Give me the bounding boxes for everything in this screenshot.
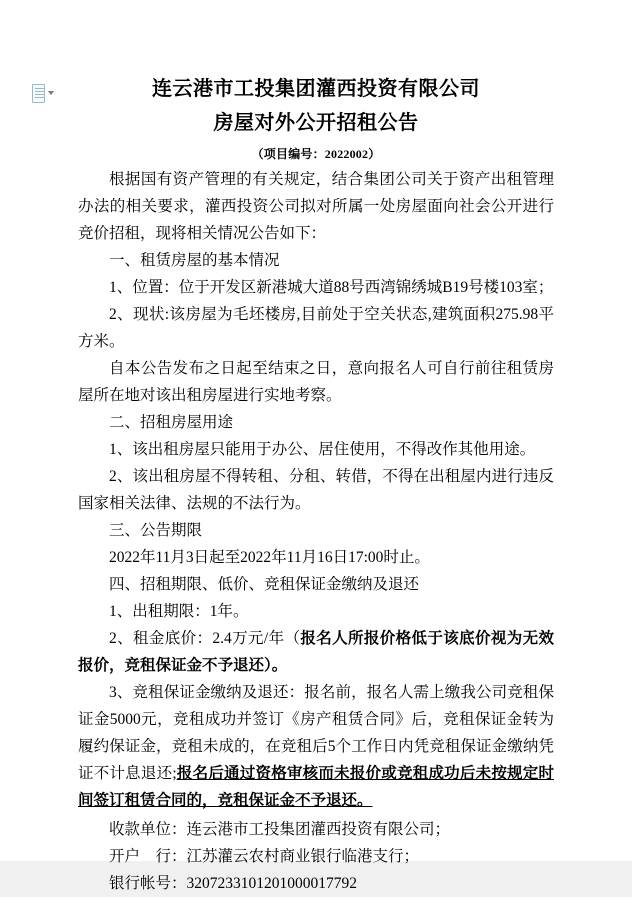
paragraph-base-rent [78,625,554,679]
heading-section-three: 三、公告期限 [109,522,203,539]
paragraph-lease-term: 1、出租期限：1年。 [109,603,249,620]
page-title-line2: 房屋对外公开招租公告 [213,112,419,134]
paragraph-condition: 2、现状:该房屋为毛坯楼房,目前处于空关状态,建筑面积275.98平方米。 [78,306,554,350]
base-rent-bold: 报名人所报价格低于该底价视为无效报价，竞租保证金不予退还）。 [78,630,554,674]
bank-label: 开户 行： [109,848,187,865]
paragraph-intro: 根据国有资产管理的有关规定，结合集团公司关于资产出租管理办法的相关要求，灌西投资公司拟对所属一处房屋面向社会公开进行竞价招租，现将相关情况公告如下： [78,171,554,242]
paragraph-deposit [78,679,554,814]
page-title-line1: 连云港市工投集团灌西投资有限公司 [152,78,480,100]
payee-label: 收款单位： [109,821,187,838]
account-value: 3207233101201000017792 [186,875,358,892]
deposit-underline: 报名后通过资格审核而未报价或竞租成功后未按规定时间签订租赁合同的，竞租保证金不予退还。 [78,765,554,809]
account-label: 银行帐号： [109,875,187,892]
paragraph-inspection: 自本公告发布之日起至结束之日，意向报名人可自行前往租赁房屋所在地对该出租房屋进行实地考察。 [78,360,554,404]
heading-section-four: 四、招租期限、低价、竞租保证金缴纳及退还 [109,576,420,593]
paragraph-use-1: 1、该出租房屋只能用于办公、居住使用，不得改作其他用途。 [109,441,536,458]
document-icon [32,84,45,103]
chevron-down-icon[interactable] [48,91,54,95]
payee-row [78,816,554,843]
document-body [78,72,554,897]
paragraph-location: 1、位置：位于开发区新港城大道88号西湾锦绣城B19号楼103室； [109,279,554,296]
payee-value: 连云港市工投集团灌西投资有限公司； [186,821,451,838]
base-rent-plain: 2、租金底价：2.4万元/年（ [109,630,301,647]
account-row [78,870,554,897]
bank-row [78,843,554,870]
payment-info [78,816,554,897]
bank-value: 江苏灌云农村商业银行临港支行； [186,848,420,865]
project-code: （项目编号：2022002） [251,147,381,161]
heading-section-one: 一、租赁房屋的基本情况 [109,252,280,269]
document-thumbnail-toggle[interactable] [32,84,54,102]
heading-section-two: 二、招租房屋用途 [109,414,234,431]
paragraph-notice-period: 2022年11月3日起至2022年11月16日17:00时止。 [109,549,430,566]
paragraph-use-2: 2、该出租房屋不得转租、分租、转借，不得在出租屋内进行违反国家相关法律、法规的不法行为。 [78,468,554,512]
deposit-plain: 3、竞租保证金缴纳及退还：报名前，报名人需上缴我公司竞租保证金5000元，竞租成功并签订《房产租赁合同》后，竞租保证金转为履约保证金，竞租未成的，在竞租后5个工作日内凭竞租保证金缴纳凭证不计息退还; [78,684,554,782]
